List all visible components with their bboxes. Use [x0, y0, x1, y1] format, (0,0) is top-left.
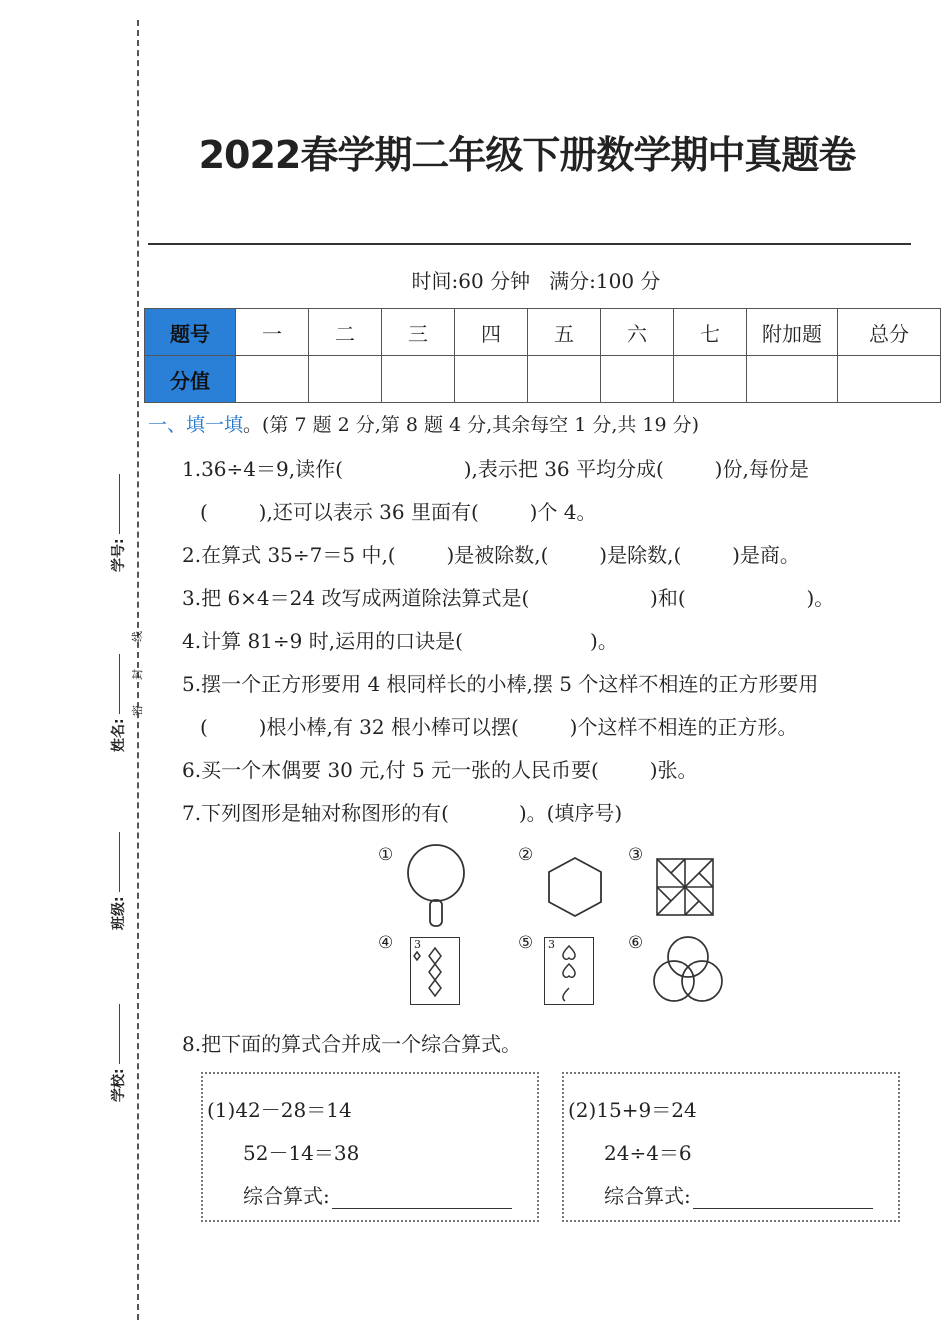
score-cell[interactable]	[838, 356, 941, 403]
question-5-line-1: 5.摆一个正方形要用 4 根同样长的小棒,摆 5 个这样不相连的正方形要用	[182, 672, 819, 696]
score-col-1: 一	[236, 309, 309, 356]
pinwheel-icon	[654, 856, 716, 918]
score-table-row1-header: 题号	[145, 309, 236, 356]
question-6: 6.买一个木偶要 30 元,付 5 元一张的人民币要( )张。	[182, 758, 698, 782]
box-2-answer-blank[interactable]	[693, 1188, 873, 1209]
title-divider	[148, 243, 911, 245]
binding-mark-seal: 密	[131, 705, 144, 716]
section-1-heading	[148, 410, 699, 437]
score-col-7: 七	[674, 309, 747, 356]
question-3: 3.把 6×4＝24 改写成两道除法算式是( )和( )。	[182, 586, 835, 610]
score-cell[interactable]	[601, 356, 674, 403]
shape-number-3: ③	[628, 845, 644, 865]
score-col-total: 总分	[838, 309, 941, 356]
score-table-value-row	[145, 356, 941, 403]
playing-card-diamonds	[410, 937, 460, 1005]
name-label-text: 姓名:	[111, 718, 127, 752]
score-cell[interactable]	[455, 356, 528, 403]
score-cell[interactable]	[528, 356, 601, 403]
binding-mark-envelope: 封	[131, 669, 144, 680]
time-info: 时间:60 分钟 满分:100 分	[411, 269, 661, 293]
question-1-line-2: ( ),还可以表示 36 里面有( )个 4。	[200, 500, 597, 524]
score-col-3: 三	[382, 309, 455, 356]
box-2-line-2: 24÷4＝6	[604, 1141, 692, 1165]
score-cell[interactable]	[674, 356, 747, 403]
trefoil-knot-icon	[648, 933, 728, 1005]
hand-fan-icon	[400, 843, 472, 929]
score-col-5: 五	[528, 309, 601, 356]
box-2-line-1: (2)15+9＝24	[568, 1098, 697, 1122]
question-7: 7.下列图形是轴对称图形的有( )。(填序号)	[182, 801, 623, 825]
name-label	[108, 654, 128, 752]
spade-suit-icon	[545, 938, 593, 1004]
student-id-label-text: 学号:	[111, 538, 127, 572]
question-2: 2.在算式 35÷7＝5 中,( )是被除数,( )是除数,( )是商。	[182, 543, 800, 567]
school-label	[108, 1004, 128, 1102]
binding-mark-line: 线	[131, 631, 144, 642]
shape-number-5: ⑤	[518, 933, 534, 953]
score-table-header-row	[145, 309, 941, 356]
page-title: 2022春学期二年级下册数学期中真题卷	[198, 133, 856, 177]
question-8: 8.把下面的算式合并成一个综合算式。	[182, 1032, 522, 1056]
score-col-4: 四	[455, 309, 528, 356]
shape-number-1: ①	[378, 845, 394, 865]
score-cell[interactable]	[382, 356, 455, 403]
student-id-label	[108, 474, 128, 572]
card-rank-diamonds: 3	[414, 938, 421, 951]
shape-number-4: ④	[378, 933, 394, 953]
score-cell[interactable]	[747, 356, 838, 403]
hexagon-icon	[544, 856, 606, 918]
box-2-answer-label: 综合算式:	[604, 1184, 691, 1208]
school-underline[interactable]	[119, 1004, 120, 1064]
score-cell[interactable]	[309, 356, 382, 403]
box-2-answer	[604, 1180, 873, 1209]
box-1-answer-label: 综合算式:	[243, 1184, 330, 1208]
card-rank-spades: 3	[548, 938, 555, 951]
box-1-answer-blank[interactable]	[332, 1188, 512, 1209]
question-1-line-1: 1.36÷4＝9,读作( ),表示把 36 平均分成( )份,每份是	[182, 457, 809, 481]
section-1-note: 。(第 7 题 2 分,第 8 题 4 分,其余每空 1 分,共 19 分)	[243, 414, 700, 436]
box-1-answer	[243, 1180, 512, 1209]
box-1-line-2: 52－14＝38	[243, 1141, 360, 1165]
class-label	[108, 832, 128, 930]
score-col-2: 二	[309, 309, 382, 356]
class-underline[interactable]	[119, 832, 120, 892]
box-1-line-1: (1)42－28＝14	[207, 1098, 352, 1122]
score-cell[interactable]	[236, 356, 309, 403]
name-underline[interactable]	[119, 654, 120, 714]
shape-number-2: ②	[518, 845, 534, 865]
school-label-text: 学校:	[111, 1068, 127, 1102]
shape-number-6: ⑥	[628, 933, 644, 953]
combine-box-1	[201, 1072, 539, 1222]
combine-box-2	[562, 1072, 900, 1222]
diamond-suit-icon	[411, 938, 459, 1004]
class-label-text: 班级:	[111, 896, 127, 930]
score-table-row2-header: 分值	[145, 356, 236, 403]
question-5-line-2: ( )根小棒,有 32 根小棒可以摆( )个这样不相连的正方形。	[200, 715, 798, 739]
score-col-bonus: 附加题	[747, 309, 838, 356]
score-col-6: 六	[601, 309, 674, 356]
score-table	[144, 308, 941, 403]
student-id-underline[interactable]	[119, 474, 120, 534]
playing-card-spades	[544, 937, 594, 1005]
question-4: 4.计算 81÷9 时,运用的口诀是( )。	[182, 629, 618, 653]
section-1-title: 一、填一填	[148, 414, 244, 436]
